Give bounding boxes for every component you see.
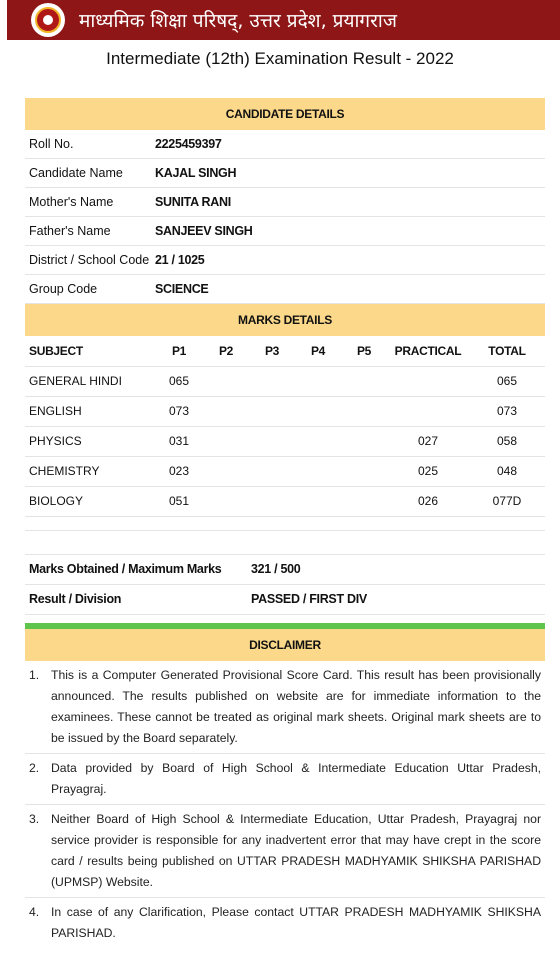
subject-cell: CHEMISTRY (25, 456, 155, 486)
board-logo-icon (31, 3, 65, 37)
marks-header-row (25, 336, 545, 366)
p4-cell (295, 486, 341, 516)
p3-cell (249, 366, 295, 396)
table-row (25, 366, 545, 396)
item-number: 4. (29, 904, 40, 919)
group-value: SCIENCE (155, 282, 209, 296)
p1-cell: 031 (155, 426, 203, 456)
subject-cell: GENERAL HINDI (25, 366, 155, 396)
father-value: SANJEEV SINGH (155, 224, 253, 238)
p4-cell (295, 366, 341, 396)
p2-cell (203, 456, 249, 486)
p1-cell: 073 (155, 396, 203, 426)
p5-cell (341, 426, 387, 456)
marks-obtained-value: 321 / 500 (251, 562, 301, 576)
total-cell: 048 (469, 456, 545, 486)
practical-cell: 027 (387, 426, 469, 456)
list-item (25, 805, 545, 898)
candidate-row-group (25, 275, 545, 304)
practical-cell: 025 (387, 456, 469, 486)
col-practical: PRACTICAL (387, 336, 469, 366)
empty-row (25, 516, 545, 530)
col-p1: P1 (155, 336, 203, 366)
p2-cell (203, 486, 249, 516)
candidate-details (25, 130, 545, 304)
item-text: Neither Board of High School & Intermediate Education, Uttar Pradesh, Prayagraj nor service provider is responsible for any inadvertent error that may have crept in the score card / results being published on UTTAR PRADESH MADHYAMIK SHIKSHA PARISHAD (UPMSP) Website. (51, 811, 541, 889)
item-number: 1. (29, 667, 40, 682)
total-cell: 058 (469, 426, 545, 456)
disclaimer-heading: DISCLAIMER (25, 629, 545, 661)
marks-details-heading: MARKS DETAILS (25, 304, 545, 336)
list-item (25, 898, 545, 948)
p3-cell (249, 396, 295, 426)
table-row (25, 486, 545, 516)
marks-obtained-row (25, 555, 545, 585)
p5-cell (341, 486, 387, 516)
table-row (25, 456, 545, 486)
p3-cell (249, 456, 295, 486)
total-cell: 077D (469, 486, 545, 516)
subject-cell: ENGLISH (25, 396, 155, 426)
district-label: District / School Code (29, 253, 150, 267)
result-division-value: PASSED / FIRST DIV (251, 592, 367, 606)
p1-cell: 051 (155, 486, 203, 516)
col-p5: P5 (341, 336, 387, 366)
p1-cell: 023 (155, 456, 203, 486)
candidate-row-district (25, 246, 545, 275)
p5-cell (341, 366, 387, 396)
p3-cell (249, 426, 295, 456)
result-card (25, 98, 545, 948)
marks-table (25, 336, 545, 555)
mother-label: Mother's Name (29, 195, 114, 209)
disclaimer-list (25, 661, 545, 948)
candidate-row-name (25, 159, 545, 188)
p4-cell (295, 456, 341, 486)
p4-cell (295, 426, 341, 456)
col-p3: P3 (249, 336, 295, 366)
item-text: In case of any Clarification, Please contact UTTAR PRADESH MADHYAMIK SHIKSHA PARISHAD. (51, 904, 541, 940)
district-value: 21 / 1025 (155, 253, 205, 267)
p4-cell (295, 396, 341, 426)
roll-value: 2225459397 (155, 137, 222, 151)
p1-cell: 065 (155, 366, 203, 396)
candidate-row-mother (25, 188, 545, 217)
p2-cell (203, 396, 249, 426)
practical-cell: 026 (387, 486, 469, 516)
candidate-row-roll (25, 130, 545, 159)
subject-cell: PHYSICS (25, 426, 155, 456)
p2-cell (203, 366, 249, 396)
practical-cell (387, 396, 469, 426)
item-number: 3. (29, 811, 40, 826)
practical-cell (387, 366, 469, 396)
roll-label: Roll No. (29, 137, 74, 151)
total-cell: 073 (469, 396, 545, 426)
board-name: माध्यमिक शिक्षा परिषद्, उत्तर प्रदेश, प्रयागराज (79, 10, 397, 32)
result-division-label: Result / Division (29, 592, 122, 606)
name-value: KAJAL SINGH (155, 166, 237, 180)
header-banner (7, 0, 560, 40)
father-label: Father's Name (29, 224, 111, 238)
result-division-row (25, 585, 545, 615)
p5-cell (341, 396, 387, 426)
p2-cell (203, 426, 249, 456)
col-p4: P4 (295, 336, 341, 366)
item-text: This is a Computer Generated Provisional Score Card. This result has been provisionally announced. The results published on website are for immediate information to the examinees. These cannot be treated as original mark sheets. Original mark sheets are to be issued by the Board separately. (51, 667, 541, 745)
col-total: TOTAL (469, 336, 545, 366)
empty-row (25, 530, 545, 554)
name-label: Candidate Name (29, 166, 123, 180)
item-text: Data provided by Board of High School & Intermediate Education Uttar Pradesh, Prayagraj. (51, 760, 541, 796)
p3-cell (249, 486, 295, 516)
candidate-details-heading: CANDIDATE DETAILS (25, 98, 545, 130)
col-subject: SUBJECT (25, 336, 155, 366)
group-label: Group Code (29, 282, 98, 296)
item-number: 2. (29, 760, 40, 775)
list-item (25, 754, 545, 805)
table-row (25, 426, 545, 456)
page-title: Intermediate (12th) Examination Result - 2022 (106, 49, 454, 68)
candidate-row-father (25, 217, 545, 246)
subject-cell: BIOLOGY (25, 486, 155, 516)
col-p2: P2 (203, 336, 249, 366)
list-item (25, 661, 545, 754)
table-row (25, 396, 545, 426)
mother-value: SUNITA RANI (155, 195, 231, 209)
marks-obtained-label: Marks Obtained / Maximum Marks (29, 562, 222, 576)
total-cell: 065 (469, 366, 545, 396)
p5-cell (341, 456, 387, 486)
